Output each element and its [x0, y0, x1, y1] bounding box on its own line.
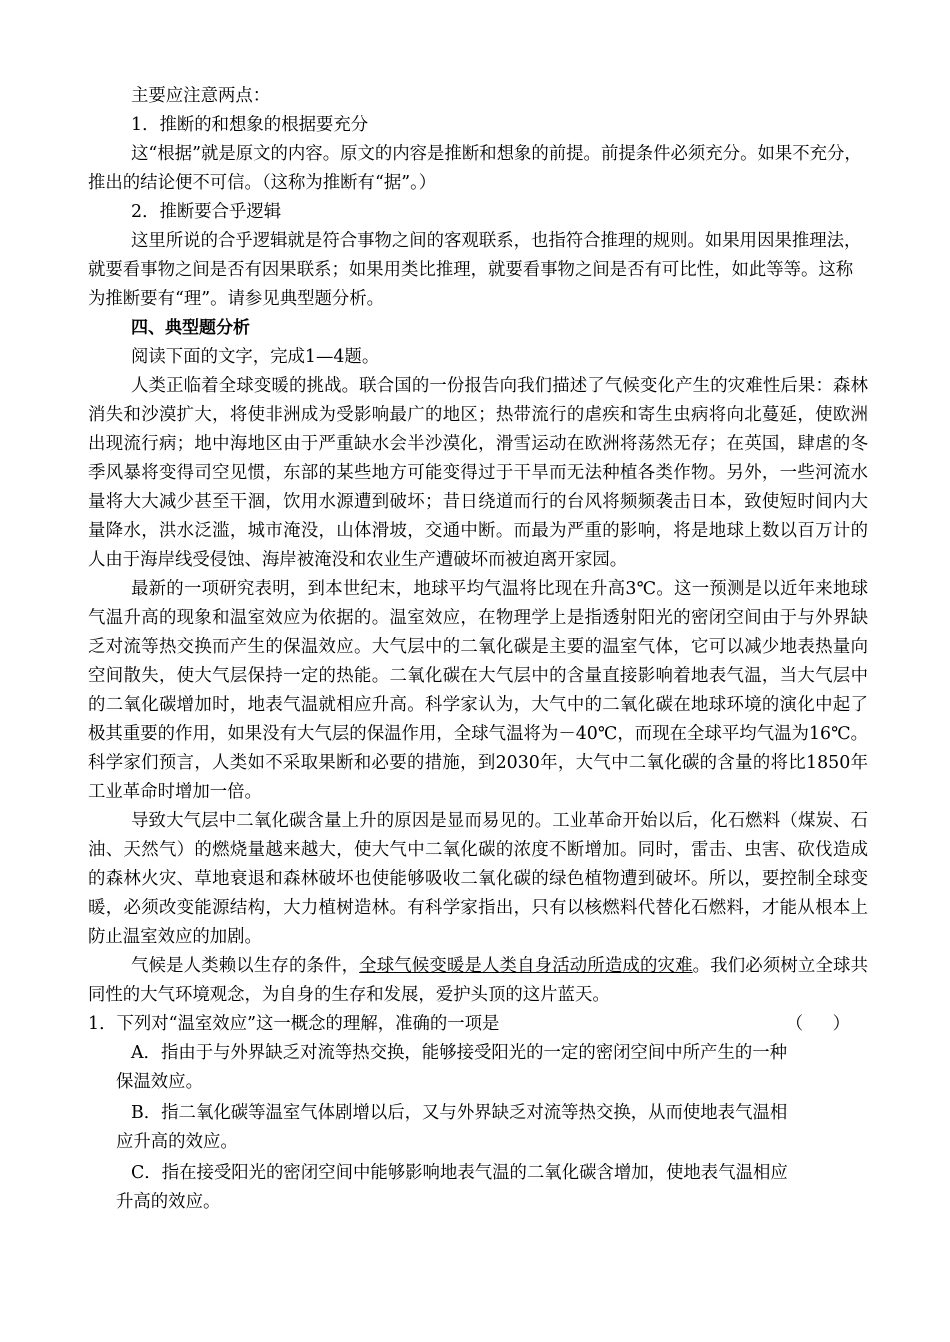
option-a-line1: A．指由于与外界缺乏对流等热交换，能够接受阳光的一定的密闭空间中所产生的一种	[131, 1043, 788, 1063]
point2-title: 2．推断要合乎逻辑	[131, 202, 282, 222]
passage-paragraph-1: 人类正临着全球变暖的挑战。联合国的一份报告向我们描述了气候变化产生的灾难性后果：森林消失和沙漠扩大，将使非洲成为受影响最广的地区；热带流行的虐疾和寄生虫病将向北蔓延，使欧洲出现流行病；地中海地区由于严重缺水会半沙漠化，滑雪运动在欧洲将荡然无存；在英国，肆虐的冬季风暴将变得司空见惯，东部的某些地方可能变得过于干旱而无法种植各类作物。另外，一些河流水量将大大减少甚至干涸，饮用水源遭到破坏；昔日绕道而行的台风将频频袭击日本，致使短时间内大量降水，洪水泛滥，城市淹没，山体滑坡，交通中断。而最为严重的影响，将是地球上数以百万计的人由于海岸线受侵蚀、海岸被淹没和农业生产遭破坏而被迫离开家园。	[88, 376, 868, 570]
point1-title: 1．推断的和想象的根据要充分	[131, 115, 369, 135]
section-instruction: 阅读下面的文字，完成1—4题。	[131, 347, 380, 367]
option-a	[88, 1039, 868, 1097]
question-1-text: 1．下列对“温室效应”这一概念的理解，准确的一项是	[88, 1014, 500, 1034]
answer-blank: （ ）	[785, 1014, 862, 1034]
option-c-line1: C．指在接受阳光的密闭空间中能够影响地表气温的二氧化碳含增加，使地表气温相应	[131, 1163, 788, 1183]
intro-heading: 主要应注意两点：	[131, 86, 271, 106]
section-title: 四、典型题分析	[131, 318, 250, 338]
option-c-line2: 升高的效应。	[116, 1192, 221, 1212]
passage-paragraph-4	[88, 952, 868, 1010]
p4-text-before: 气候是人类赖以生存的条件，	[131, 956, 360, 976]
passage-paragraph-3: 导致大气层中二氧化碳含量上升的原因是显而易见的。工业革命开始以后，化石燃料（煤炭、石油、天然气）的燃烧量越来越大，使大气中二氧化碳的浓度不断增加。同时，雷击、虫害、砍伐造成的森林火灾、草地衰退和森林破坏也使能够吸收二氧化碳的绿色植物遭到破坏。所以，要控制全球变暖，必须改变能源结构，大力植树造林。有科学家指出，只有以核燃料代替化石燃料，才能从根本上防止温室效应的加剧。	[88, 811, 868, 947]
question-1-stem	[88, 1010, 868, 1039]
p4-text-after: 。我们必须树立全球共同性的大气环境观念，为自身的生存和发展，爱护头顶的这片蓝天。	[88, 956, 868, 1005]
p4-underlined-sentence: 全球气候变暖是人类自身活动所造成的灾难	[359, 956, 693, 976]
option-c	[88, 1159, 868, 1217]
option-b	[88, 1099, 868, 1157]
passage-paragraph-2: 最新的一项研究表明，到本世纪末，地球平均气温将比现在升高3℃。这一预测是以近年来地球气温升高的现象和温室效应为依据的。温室效应，在物理学上是指透射阳光的密闭空间由于与外界缺乏对流等热交换而产生的保温效应。大气层中的二氧化碳是主要的温室气体，它可以减少地表热量向空间散失，使大气层保持一定的热能。二氧化碳在大气层中的含量直接影响着地表气温，当大气层中的二氧化碳增加时，地表气温就相应升高。科学家认为，大气中的二氧化碳在地球环境的演化中起了极其重要的作用，如果没有大气层的保温作用，全球气温将为－40℃，而现在全球平均气温为16℃。科学家们预言，人类如不采取果断和必要的措施，到2030年，大气中二氧化碳的含量的将比1850年工业革命时增加一倍。	[88, 579, 868, 802]
point2-text: 这里所说的合乎逻辑就是符合事物之间的客观联系，也指符合推理的规则。如果用因果推理法，就要看事物之间是否有因果联系；如果用类比推理，就要看事物之间是否有可比性，如此等等。这称为推断要有“理”。请参见典型题分析。	[88, 231, 862, 309]
document-page	[88, 82, 868, 1219]
option-a-line2: 保温效应。	[116, 1072, 203, 1092]
option-b-line2: 应升高的效应。	[116, 1132, 238, 1152]
option-b-line1: B．指二氧化碳等温室气体剧增以后，又与外界缺乏对流等热交换，从而使地表气温相	[131, 1103, 788, 1123]
point1-text: 这“根据”就是原文的内容。原文的内容是推断和想象的前提。前提条件必须充分。如果不充分，推出的结论便不可信。（这称为推断有“据”。）	[88, 144, 862, 193]
